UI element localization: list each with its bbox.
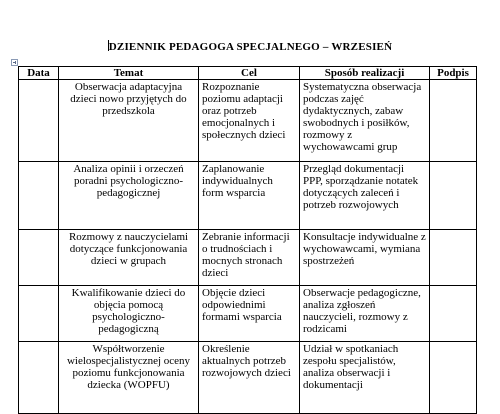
cell-sposob[interactable]: Konsultacje indywidualne z wychowawcami, wymiana spostrzeżeń [300, 230, 430, 286]
cell-temat[interactable]: Współtworzenie wielospecjalistycznej oceny poziomu funkcjonowania dziecka (WOPFU) [59, 342, 199, 414]
cell-sposob[interactable]: Przegląd dokumentacji PPP, sporządzanie notatek dotyczących zaleceń i potrzeb rozwojowych [300, 162, 430, 230]
cell-cel[interactable]: Określenie aktualnych potrzeb rozwojowych dzieci [199, 342, 300, 414]
cell-data[interactable] [19, 162, 59, 230]
cell-cel[interactable]: Objęcie dzieci odpowiednimi formami wsparcia [199, 286, 300, 342]
header-sposob-realizacji: Sposób realizacji [300, 67, 430, 80]
cell-sposob[interactable]: Systematyczna obserwacja podczas zajęć dydaktycznych, zabaw swobodnych i posiłków, rozmowy z wychowawcami grup [300, 80, 430, 162]
cell-data[interactable] [19, 230, 59, 286]
cell-podpis[interactable] [430, 230, 477, 286]
cell-data[interactable] [19, 342, 59, 414]
table-move-handle-icon[interactable] [11, 59, 18, 66]
header-cel: Cel [199, 67, 300, 80]
cell-temat[interactable]: Rozmowy z nauczycielami dotyczące funkcjonowania dzieci w grupach [59, 230, 199, 286]
cell-temat[interactable]: Kwalifikowanie dzieci do objęcia pomocą psychologiczno-pedagogiczną [59, 286, 199, 342]
header-data: Data [19, 67, 59, 80]
table-header-row [19, 67, 477, 80]
table-row [19, 230, 477, 286]
cell-cel[interactable]: Rozpoznanie poziomu adaptacji oraz potrzeb emocjonalnych i społecznych dzieci [199, 80, 300, 162]
cell-podpis[interactable] [430, 80, 477, 162]
header-temat: Temat [59, 67, 199, 80]
cell-podpis[interactable] [430, 162, 477, 230]
table-row [19, 80, 477, 162]
document-title-text: DZIENNIK PEDAGOGA SPECJALNEGO – WRZESIEŃ [108, 41, 393, 53]
cell-podpis[interactable] [430, 342, 477, 414]
cell-sposob[interactable]: Udział w spotkaniach zespołu specjalistów, analiza obserwacji i dokumentacji [300, 342, 430, 414]
cell-podpis[interactable] [430, 286, 477, 342]
cell-data[interactable] [19, 286, 59, 342]
document-title [0, 40, 500, 53]
header-podpis: Podpis [430, 67, 477, 80]
cell-cel[interactable]: Zaplanowanie indywidualnych form wsparcia [199, 162, 300, 230]
cell-temat[interactable]: Analiza opinii i orzeczeń poradni psychologiczno-pedagogicznej [59, 162, 199, 230]
table-row [19, 162, 477, 230]
cell-data[interactable] [19, 80, 59, 162]
table-row [19, 342, 477, 414]
cell-sposob[interactable]: Obserwacje pedagogiczne, analiza zgłoszeń nauczycieli, rozmowy z rodzicami [300, 286, 430, 342]
cell-cel[interactable]: Zebranie informacji o trudnościach i mocnych stronach dzieci [199, 230, 300, 286]
table-row [19, 286, 477, 342]
journal-table [18, 66, 477, 414]
cell-temat[interactable]: Obserwacja adaptacyjna dzieci nowo przyjętych do przedszkola [59, 80, 199, 162]
